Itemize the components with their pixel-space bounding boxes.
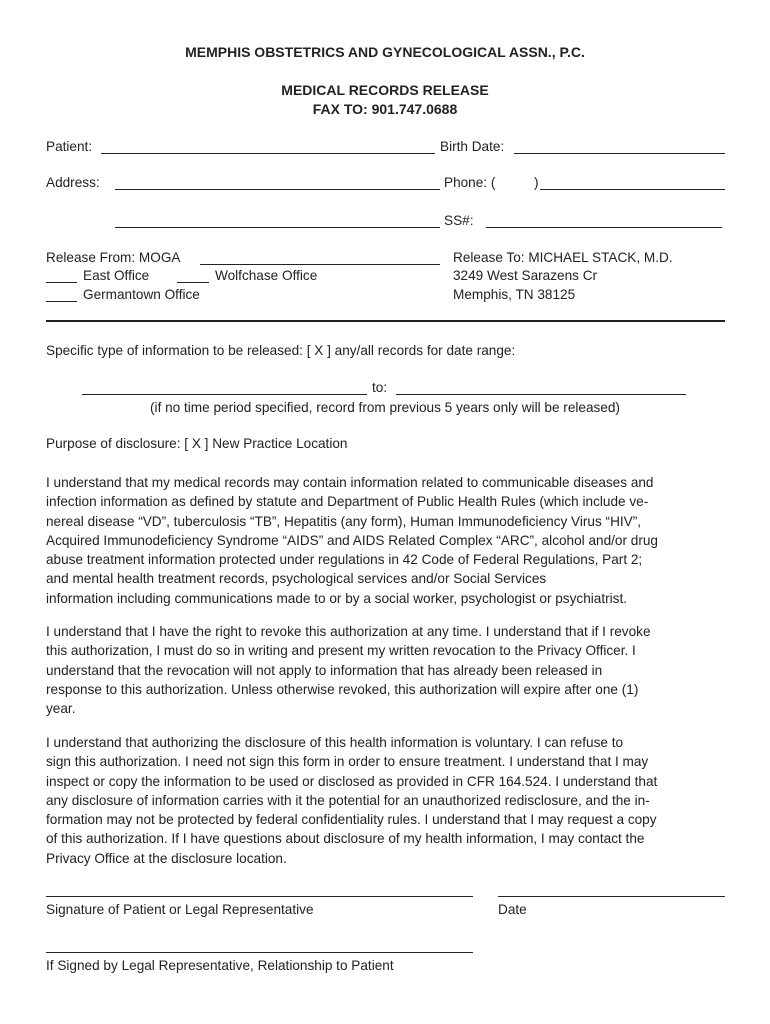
address-field[interactable] bbox=[115, 189, 440, 190]
date-range-to-label: to: bbox=[372, 380, 388, 395]
release-to-label: Release To: MICHAEL STACK, M.D. bbox=[453, 250, 673, 265]
paragraph-line: I understand that authorizing the disclosure of this health information is voluntary. I can refuse to bbox=[46, 735, 624, 750]
paragraph-line: nereal disease “VD”, tuberculosis “TB”, Hepatitis (any form), Human Immunodeficiency Virus “HIV”, bbox=[46, 513, 642, 529]
release-to-address-line2: Memphis, TN 38125 bbox=[453, 287, 576, 302]
release-to-address-line1: 3249 West Sarazens Cr bbox=[453, 268, 598, 283]
wolfchase-office-label: Wolfchase Office bbox=[215, 268, 318, 283]
paragraph-line: this authorization, I must do so in writing and present my written revocation to the Privacy Officer. I bbox=[46, 643, 636, 659]
org-name: MEMPHIS OBSTETRICS AND GYNECOLOGICAL ASSN., P.C. bbox=[185, 44, 585, 60]
paragraph-communicable-diseases bbox=[46, 473, 726, 608]
date-range-from-field[interactable] bbox=[82, 394, 367, 395]
phone-label: Phone: ( bbox=[444, 175, 496, 190]
relationship-label: If Signed by Legal Representative, Relationship to Patient bbox=[46, 958, 394, 973]
paragraph-revocation bbox=[46, 622, 726, 718]
paragraph-line: response to this authorization. Unless otherwise revoked, this authorization will expire after one (1) bbox=[46, 681, 639, 697]
paragraph-line: and mental health treatment records, psychological services and/or Social Services bbox=[46, 571, 547, 587]
address-label: Address: bbox=[46, 175, 100, 190]
paragraph-line: any disclosure of information carries with it the potential for an unauthorized redisclosure, and the in- bbox=[46, 792, 650, 808]
paragraph-line: sign this authorization. I need not sign this form in order to ensure treatment. I understand that I may bbox=[46, 754, 649, 770]
paragraph-line: Acquired Immunodeficiency Syndrome “AIDS” and AIDS Related Complex “ARC”, alcohol and/or drug bbox=[46, 532, 658, 548]
east-office-blank[interactable] bbox=[46, 282, 77, 283]
release-from-field[interactable] bbox=[200, 264, 440, 265]
form-title: MEDICAL RECORDS RELEASE bbox=[281, 82, 489, 98]
birth-date-label: Birth Date: bbox=[440, 139, 505, 154]
signature-field[interactable] bbox=[46, 896, 473, 897]
germantown-office-label: Germantown Office bbox=[83, 287, 200, 302]
patient-label: Patient: bbox=[46, 139, 93, 154]
section-divider bbox=[46, 320, 725, 322]
paragraph-line: formation may not be protected by federal confidentiality rules. I understand that I may request a copy bbox=[46, 812, 657, 828]
paragraph-line: information including communications made to or by a social worker, psychologist or psychiatrist. bbox=[46, 590, 628, 606]
date-range-note: (if no time period specified, record from previous 5 years only will be released) bbox=[150, 400, 620, 415]
wolfchase-office-blank[interactable] bbox=[177, 282, 209, 283]
paragraph-voluntary-disclosure bbox=[46, 733, 726, 868]
date-field[interactable] bbox=[498, 896, 725, 897]
date-label: Date bbox=[498, 902, 527, 917]
release-from-label: Release From: MOGA bbox=[46, 250, 181, 265]
birth-date-field[interactable] bbox=[514, 153, 725, 154]
signature-label: Signature of Patient or Legal Representative bbox=[46, 902, 314, 917]
paragraph-line: abuse treatment information protected under regulations in 42 Code of Federal Regulations, Part 2; bbox=[46, 552, 643, 568]
paragraph-line: of this authorization. If I have questions about disclosure of my health information, I may contact the bbox=[46, 831, 645, 847]
purpose-of-disclosure: Purpose of disclosure: [ X ] New Practice Location bbox=[46, 436, 348, 451]
ss-field[interactable] bbox=[486, 227, 722, 228]
fax-number: FAX TO: 901.747.0688 bbox=[312, 101, 458, 117]
paragraph-line: Privacy Office at the disclosure location. bbox=[46, 850, 287, 866]
germantown-office-blank[interactable] bbox=[46, 301, 77, 302]
paragraph-line: understand that the revocation will not apply to information that has already been released in bbox=[46, 662, 603, 678]
phone-field[interactable] bbox=[540, 189, 725, 190]
east-office-label: East Office bbox=[83, 268, 150, 283]
relationship-field[interactable] bbox=[46, 952, 473, 953]
patient-field[interactable] bbox=[101, 153, 435, 154]
info-type-text: Specific type of information to be released: [ X ] any/all records for date range: bbox=[46, 343, 516, 358]
address-line2-field[interactable] bbox=[115, 227, 440, 228]
phone-paren-close: ) bbox=[534, 175, 539, 190]
ss-label: SS#: bbox=[444, 213, 474, 228]
paragraph-line: I understand that I have the right to revoke this authorization at any time. I understand that if I revoke bbox=[46, 624, 651, 639]
paragraph-line: inspect or copy the information to be used or disclosed as provided in CFR 164.524. I understand that bbox=[46, 773, 658, 789]
date-range-to-field[interactable] bbox=[396, 394, 686, 395]
paragraph-line: year. bbox=[46, 701, 76, 717]
paragraph-line: I understand that my medical records may contain information related to communicable diseases and bbox=[46, 475, 654, 490]
paragraph-line: infection information as defined by statute and Department of Public Health Rules (which include ve- bbox=[46, 494, 649, 510]
